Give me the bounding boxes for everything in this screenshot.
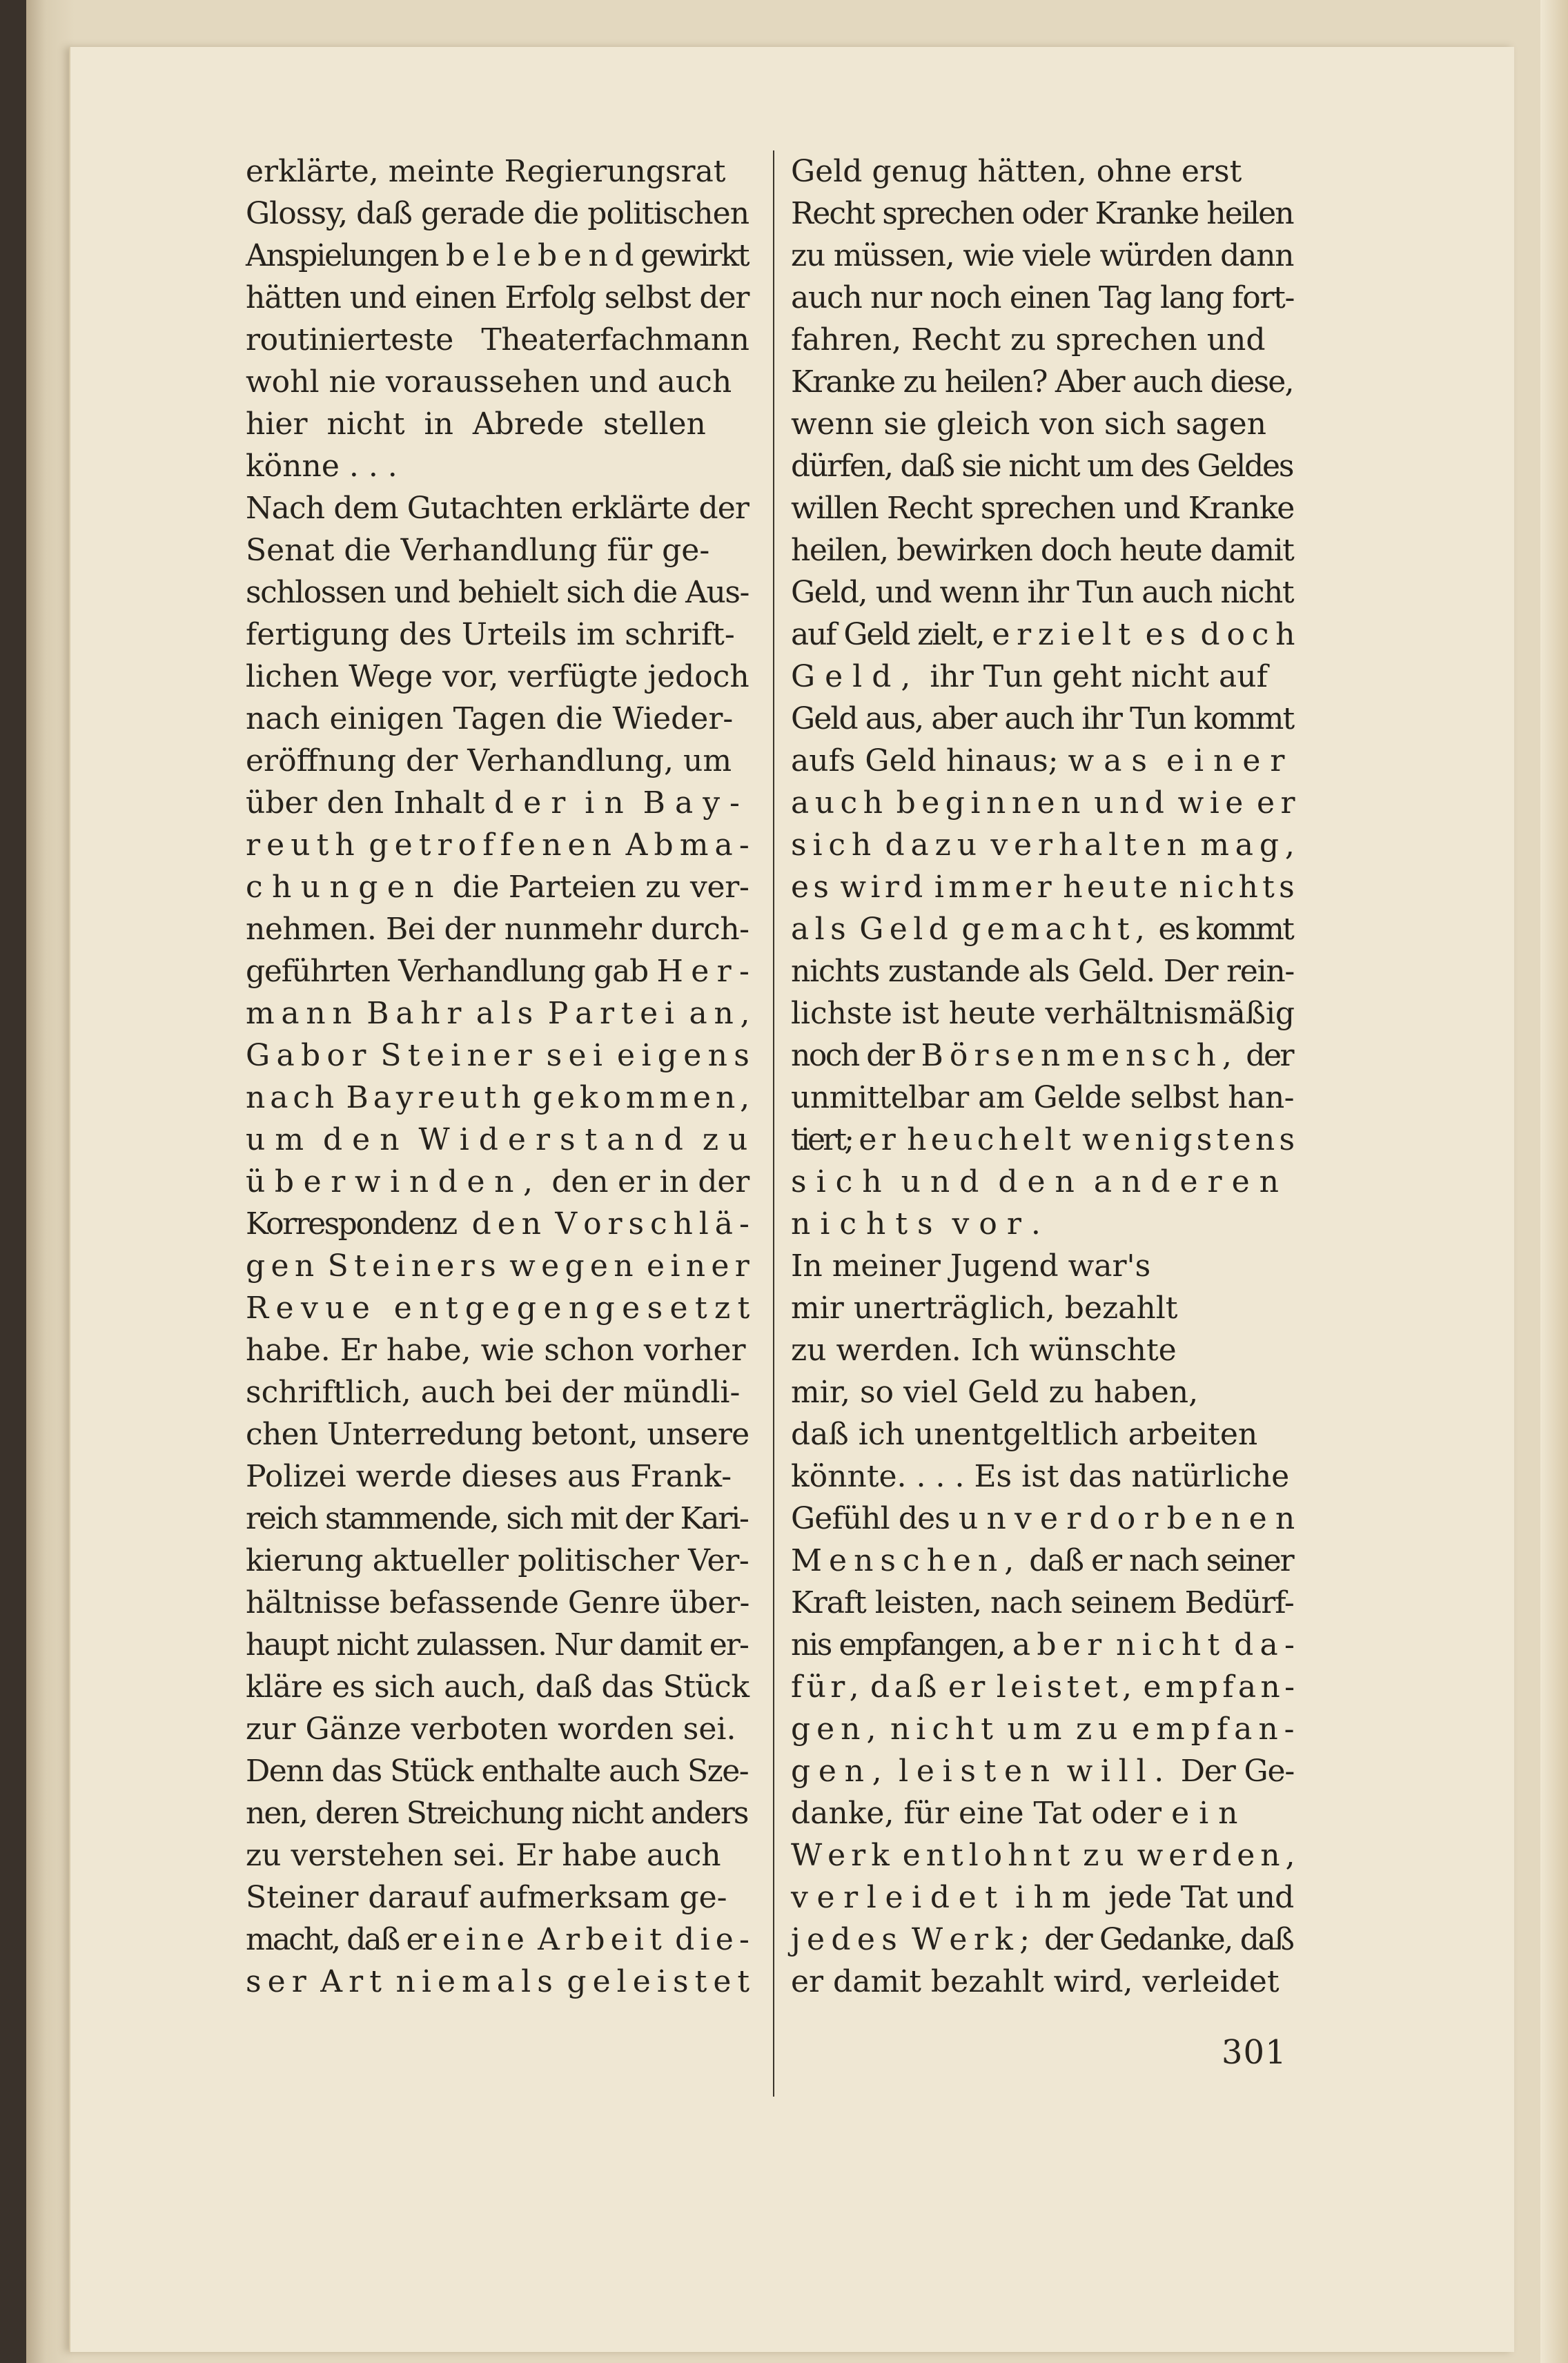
text-line: noch der B ö r s e n m e n s c h , der bbox=[791, 1038, 1293, 1073]
text-line: danke, für eine Tat oder e i n bbox=[791, 1796, 1238, 1831]
text-line: Kranke zu heilen? Aber auch diese, bbox=[791, 364, 1293, 400]
page-number: 301 bbox=[1222, 2033, 1287, 2072]
text-line: schlossen und behielt sich die Aus- bbox=[246, 575, 749, 610]
text-line: auf Geld zielt, e r z i e l t e s d o c h bbox=[791, 617, 1294, 652]
text-line: m a n n B a h r a l s P a r t e i a n , bbox=[246, 996, 749, 1031]
text-line: g e n S t e i n e r s w e g e n e i n e r bbox=[246, 1248, 747, 1284]
text-line: habe. Er habe, wie schon vorher bbox=[246, 1333, 746, 1368]
text-line: wohl nie voraussehen und auch bbox=[246, 364, 732, 400]
text-line: dürfen, daß sie nicht um des Geldes bbox=[791, 449, 1293, 484]
text-line: Nach dem Gutachten erklärte der bbox=[246, 491, 749, 526]
text-line: unmittelbar am Gelde selbst han- bbox=[791, 1080, 1294, 1115]
text-line: g e n , n i c h t u m z u e m p f a n - bbox=[791, 1712, 1293, 1747]
text-line: Glossy, daß gerade die politischen bbox=[246, 196, 749, 231]
text-line: er damit bezahlt wird, verleidet bbox=[791, 1964, 1280, 1999]
text-line: Denn das Stück enthalte auch Sze- bbox=[246, 1754, 749, 1789]
text-line: j e d e s W e r k ; der Gedanke, daß bbox=[791, 1922, 1293, 1957]
text-line: lichste ist heute verhältnismäßig bbox=[791, 996, 1295, 1031]
text-line: In meiner Jugend war's bbox=[791, 1248, 1151, 1284]
text-line: hier nicht in Abrede stellen bbox=[246, 406, 706, 442]
text-line: v e r l e i d e t i h m jede Tat und bbox=[791, 1880, 1294, 1915]
text-line: fahren, Recht zu sprechen und bbox=[791, 322, 1266, 357]
binding-shadow bbox=[26, 0, 75, 2363]
text-line: erklärte, meinte Regierungsrat bbox=[246, 154, 726, 189]
column-divider-rule bbox=[773, 150, 774, 2097]
text-line: chen Unterredung betont, unsere bbox=[246, 1417, 749, 1452]
text-line: mir, so viel Geld zu haben, bbox=[791, 1375, 1199, 1410]
text-line: Geld, und wenn ihr Tun auch nicht bbox=[791, 575, 1294, 610]
text-line: hältnisse befassende Genre über- bbox=[246, 1585, 749, 1620]
text-line: Steiner darauf aufmerksam ge- bbox=[246, 1880, 727, 1915]
text-line: heilen, bewirken doch heute damit bbox=[791, 533, 1294, 568]
text-line: auch nur noch einen Tag lang fort- bbox=[791, 280, 1295, 315]
text-line: Geld genug hätten, ohne erst bbox=[791, 154, 1242, 189]
text-line: hätten und einen Erfolg selbst der bbox=[246, 280, 749, 315]
text-line: nis empfangen, a b e r n i c h t d a - bbox=[791, 1627, 1293, 1663]
text-line: f ü r , d a ß e r l e i s t e t , e m p f a n - bbox=[791, 1669, 1293, 1705]
text-line: eröffnung der Verhandlung, um bbox=[246, 743, 732, 778]
text-line: a l s G e l d g e m a c h t , es kommt bbox=[791, 912, 1293, 947]
text-line: nach einigen Tagen die Wieder- bbox=[246, 701, 734, 736]
text-line: a u c h b e g i n n e n u n d w i e e r bbox=[791, 785, 1293, 821]
text-line: mir unerträglich, bezahlt bbox=[791, 1291, 1178, 1326]
text-line: macht, daß er e i n e A r b e i t d i e - bbox=[246, 1922, 747, 1957]
text-line: c h u n g e n die Parteien zu ver- bbox=[246, 870, 749, 905]
text-line: könnte. . . . Es ist das natürliche bbox=[791, 1459, 1290, 1494]
text-line: wenn sie gleich von sich sagen bbox=[791, 406, 1267, 442]
text-line: fertigung des Urteils im schrift- bbox=[246, 617, 735, 652]
text-line: G e l d , ihr Tun geht nicht auf bbox=[791, 659, 1268, 694]
text-line: könne . . . bbox=[246, 449, 398, 484]
text-line: G a b o r S t e i n e r s e i e i g e n s bbox=[246, 1038, 748, 1073]
text-line: ü b e r w i n d e n , den er in der bbox=[246, 1164, 750, 1199]
text-line: Senat die Verhandlung für ge- bbox=[246, 533, 710, 568]
text-line: zu müssen, wie viele würden dann bbox=[791, 238, 1294, 273]
text-line: Recht sprechen oder Kranke heilen bbox=[791, 196, 1293, 231]
text-line: Kraft leisten, nach seinem Bedürf- bbox=[791, 1585, 1294, 1620]
text-line: daß ich unentgeltlich arbeiten bbox=[791, 1417, 1258, 1452]
page-edge-right bbox=[1540, 0, 1568, 2363]
text-line: s i c h d a z u v e r h a l t e n m a g , bbox=[791, 827, 1293, 863]
text-line: geführten Verhandlung gab H e r - bbox=[246, 954, 749, 989]
text-line: Korrespondenz d e n V o r s c h l ä - bbox=[246, 1206, 748, 1242]
text-line: s i c h u n d d e n a n d e r e n bbox=[791, 1164, 1279, 1199]
text-line: kläre es sich auch, daß das Stück bbox=[246, 1669, 749, 1705]
scanner-background bbox=[0, 0, 26, 2363]
text-line: aufs Geld hinaus; w a s e i n e r bbox=[791, 743, 1285, 778]
text-line: M e n s c h e n , daß er nach seiner bbox=[791, 1543, 1293, 1578]
text-line: lichen Wege vor, verfügte jedoch bbox=[246, 659, 749, 694]
text-line: g e n , l e i s t e n w i l l . Der Ge- bbox=[791, 1754, 1295, 1789]
text-line: willen Recht sprechen und Kranke bbox=[791, 491, 1294, 526]
text-line: Anspielungen b e l e b e n d gewirkt bbox=[246, 238, 749, 273]
text-line: Geld aus, aber auch ihr Tun kommt bbox=[791, 701, 1294, 736]
text-line: haupt nicht zulassen. Nur damit er- bbox=[246, 1627, 748, 1663]
text-line: zu werden. Ich wünschte bbox=[791, 1333, 1177, 1368]
text-line: Polizei werde dieses aus Frank- bbox=[246, 1459, 732, 1494]
text-line: n a c h B a y r e u t h g e k o m m e n , bbox=[246, 1080, 747, 1115]
text-line: zu verstehen sei. Er habe auch bbox=[246, 1838, 721, 1873]
text-line: nen, deren Streichung nicht anders bbox=[246, 1796, 748, 1831]
text-line: kierung aktueller politischer Ver- bbox=[246, 1543, 749, 1578]
text-line: nichts zustande als Geld. Der rein- bbox=[791, 954, 1295, 989]
book-page bbox=[69, 47, 1514, 2352]
text-line: nehmen. Bei der nunmehr durch- bbox=[246, 912, 749, 947]
text-line: n i c h t s v o r . bbox=[791, 1206, 1041, 1242]
text-line: u m d e n W i d e r s t a n d z u bbox=[246, 1122, 748, 1157]
text-line: reich stammende, sich mit der Kari- bbox=[246, 1501, 748, 1536]
text-line: r e u t h g e t r o f f e n e n A b m a - bbox=[246, 827, 748, 863]
text-line: s e r A r t n i e m a l s g e l e i s t e t bbox=[246, 1964, 748, 1999]
text-line: W e r k e n t l o h n t z u w e r d e n , bbox=[791, 1838, 1293, 1873]
left-text-column bbox=[246, 150, 749, 2003]
text-line: R e v u e e n t g e g e n g e s e t z t bbox=[246, 1291, 749, 1326]
text-line: Gefühl des u n v e r d o r b e n e n bbox=[791, 1501, 1295, 1536]
text-line: tiert; e r h e u c h e l t w e n i g s t e n s bbox=[791, 1122, 1293, 1157]
right-text-column bbox=[791, 150, 1295, 2003]
text-line: über den Inhalt d e r i n B a y - bbox=[246, 785, 740, 821]
text-line: schriftlich, auch bei der mündli- bbox=[246, 1375, 741, 1410]
text-line: routinierteste Theaterfachmann bbox=[246, 322, 749, 357]
text-line: e s w i r d i m m e r h e u t e n i c h t s bbox=[791, 870, 1292, 905]
text-line: zur Gänze verboten worden sei. bbox=[246, 1712, 736, 1747]
